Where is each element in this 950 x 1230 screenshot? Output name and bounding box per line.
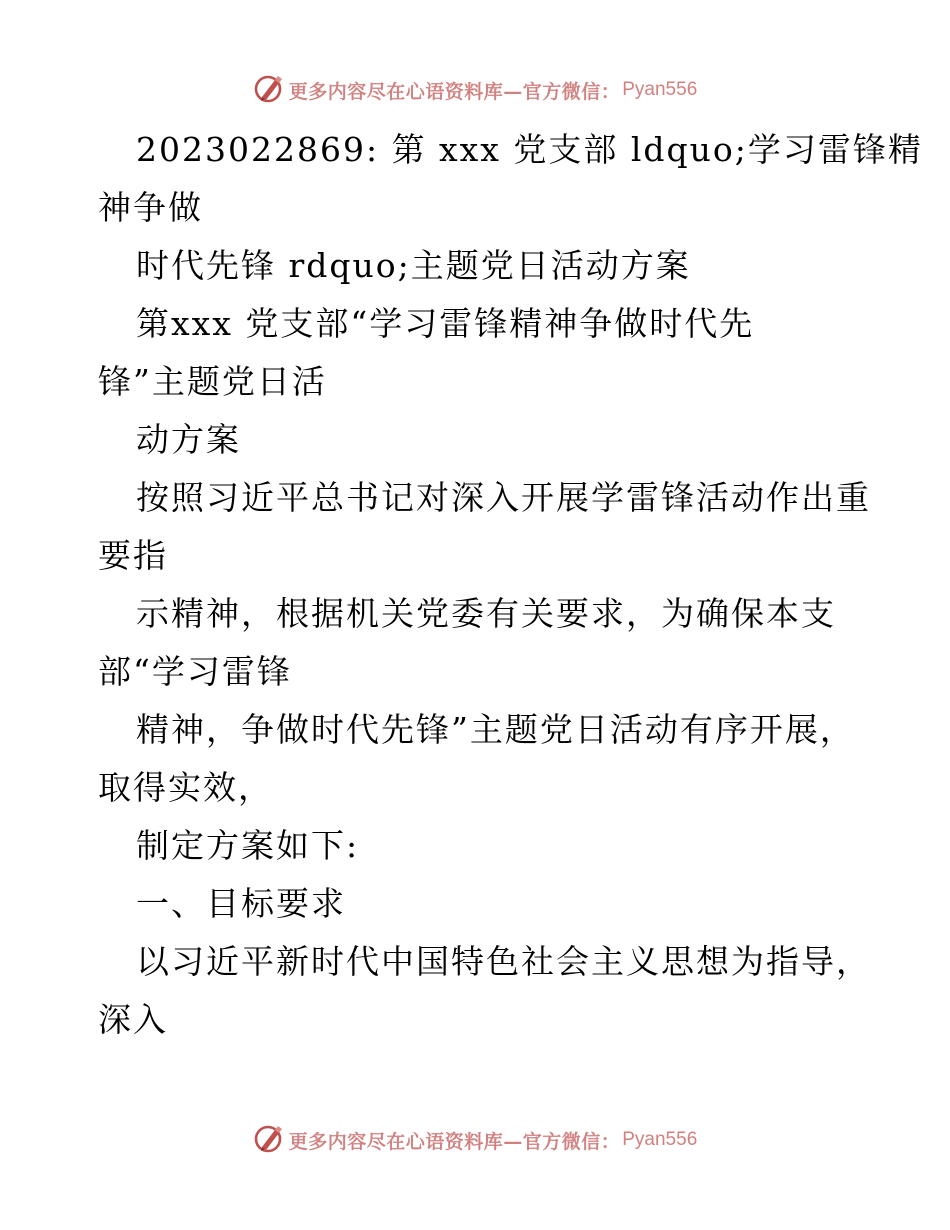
watermark-text: 更多内容尽在心语资料库—官方微信： (288, 80, 621, 103)
doc-line: 精神，争做时代先锋”主题党日活动有序开展， (136, 710, 855, 749)
doc-line: 时代先锋 rdquo;主题党日活动方案 (136, 246, 691, 285)
watermark-handle: Pyan556 (622, 1129, 698, 1150)
doc-line: 按照习近平总书记对深入开展学雷锋活动作出重 (136, 478, 871, 517)
doc-line: 第xxx 党支部“学习雷锋精神争做时代先 (136, 304, 755, 343)
document-body (98, 121, 923, 1049)
doc-line: 制定方案如下: (136, 826, 360, 865)
doc-line: 深入 (98, 1000, 168, 1039)
watermark-handle: Pyan556 (622, 79, 698, 100)
doc-line: 部“学习雷锋 (98, 652, 292, 691)
pen-logo-icon (253, 1122, 287, 1156)
doc-line: 以习近平新时代中国特色社会主义思想为指导， (136, 942, 871, 981)
pen-logo-icon (253, 72, 287, 106)
doc-line: 一、目标要求 (136, 884, 346, 923)
doc-line: 动方案 (136, 420, 241, 459)
doc-line: 锋”主题党日活 (98, 362, 327, 401)
watermark-text: 更多内容尽在心语资料库—官方微信： (288, 1130, 621, 1153)
doc-line: 示精神，根据机关党委有关要求，为确保本支 (136, 594, 836, 633)
doc-line: 取得实效， (98, 768, 273, 807)
doc-line: 要指 (98, 536, 168, 575)
header-watermark (0, 70, 950, 110)
doc-line: 2023022869: 第 xxx 党支部 ldquo;学习雷锋精 (136, 130, 923, 169)
footer-watermark (0, 1120, 950, 1160)
doc-line: 神争做 (98, 188, 203, 227)
